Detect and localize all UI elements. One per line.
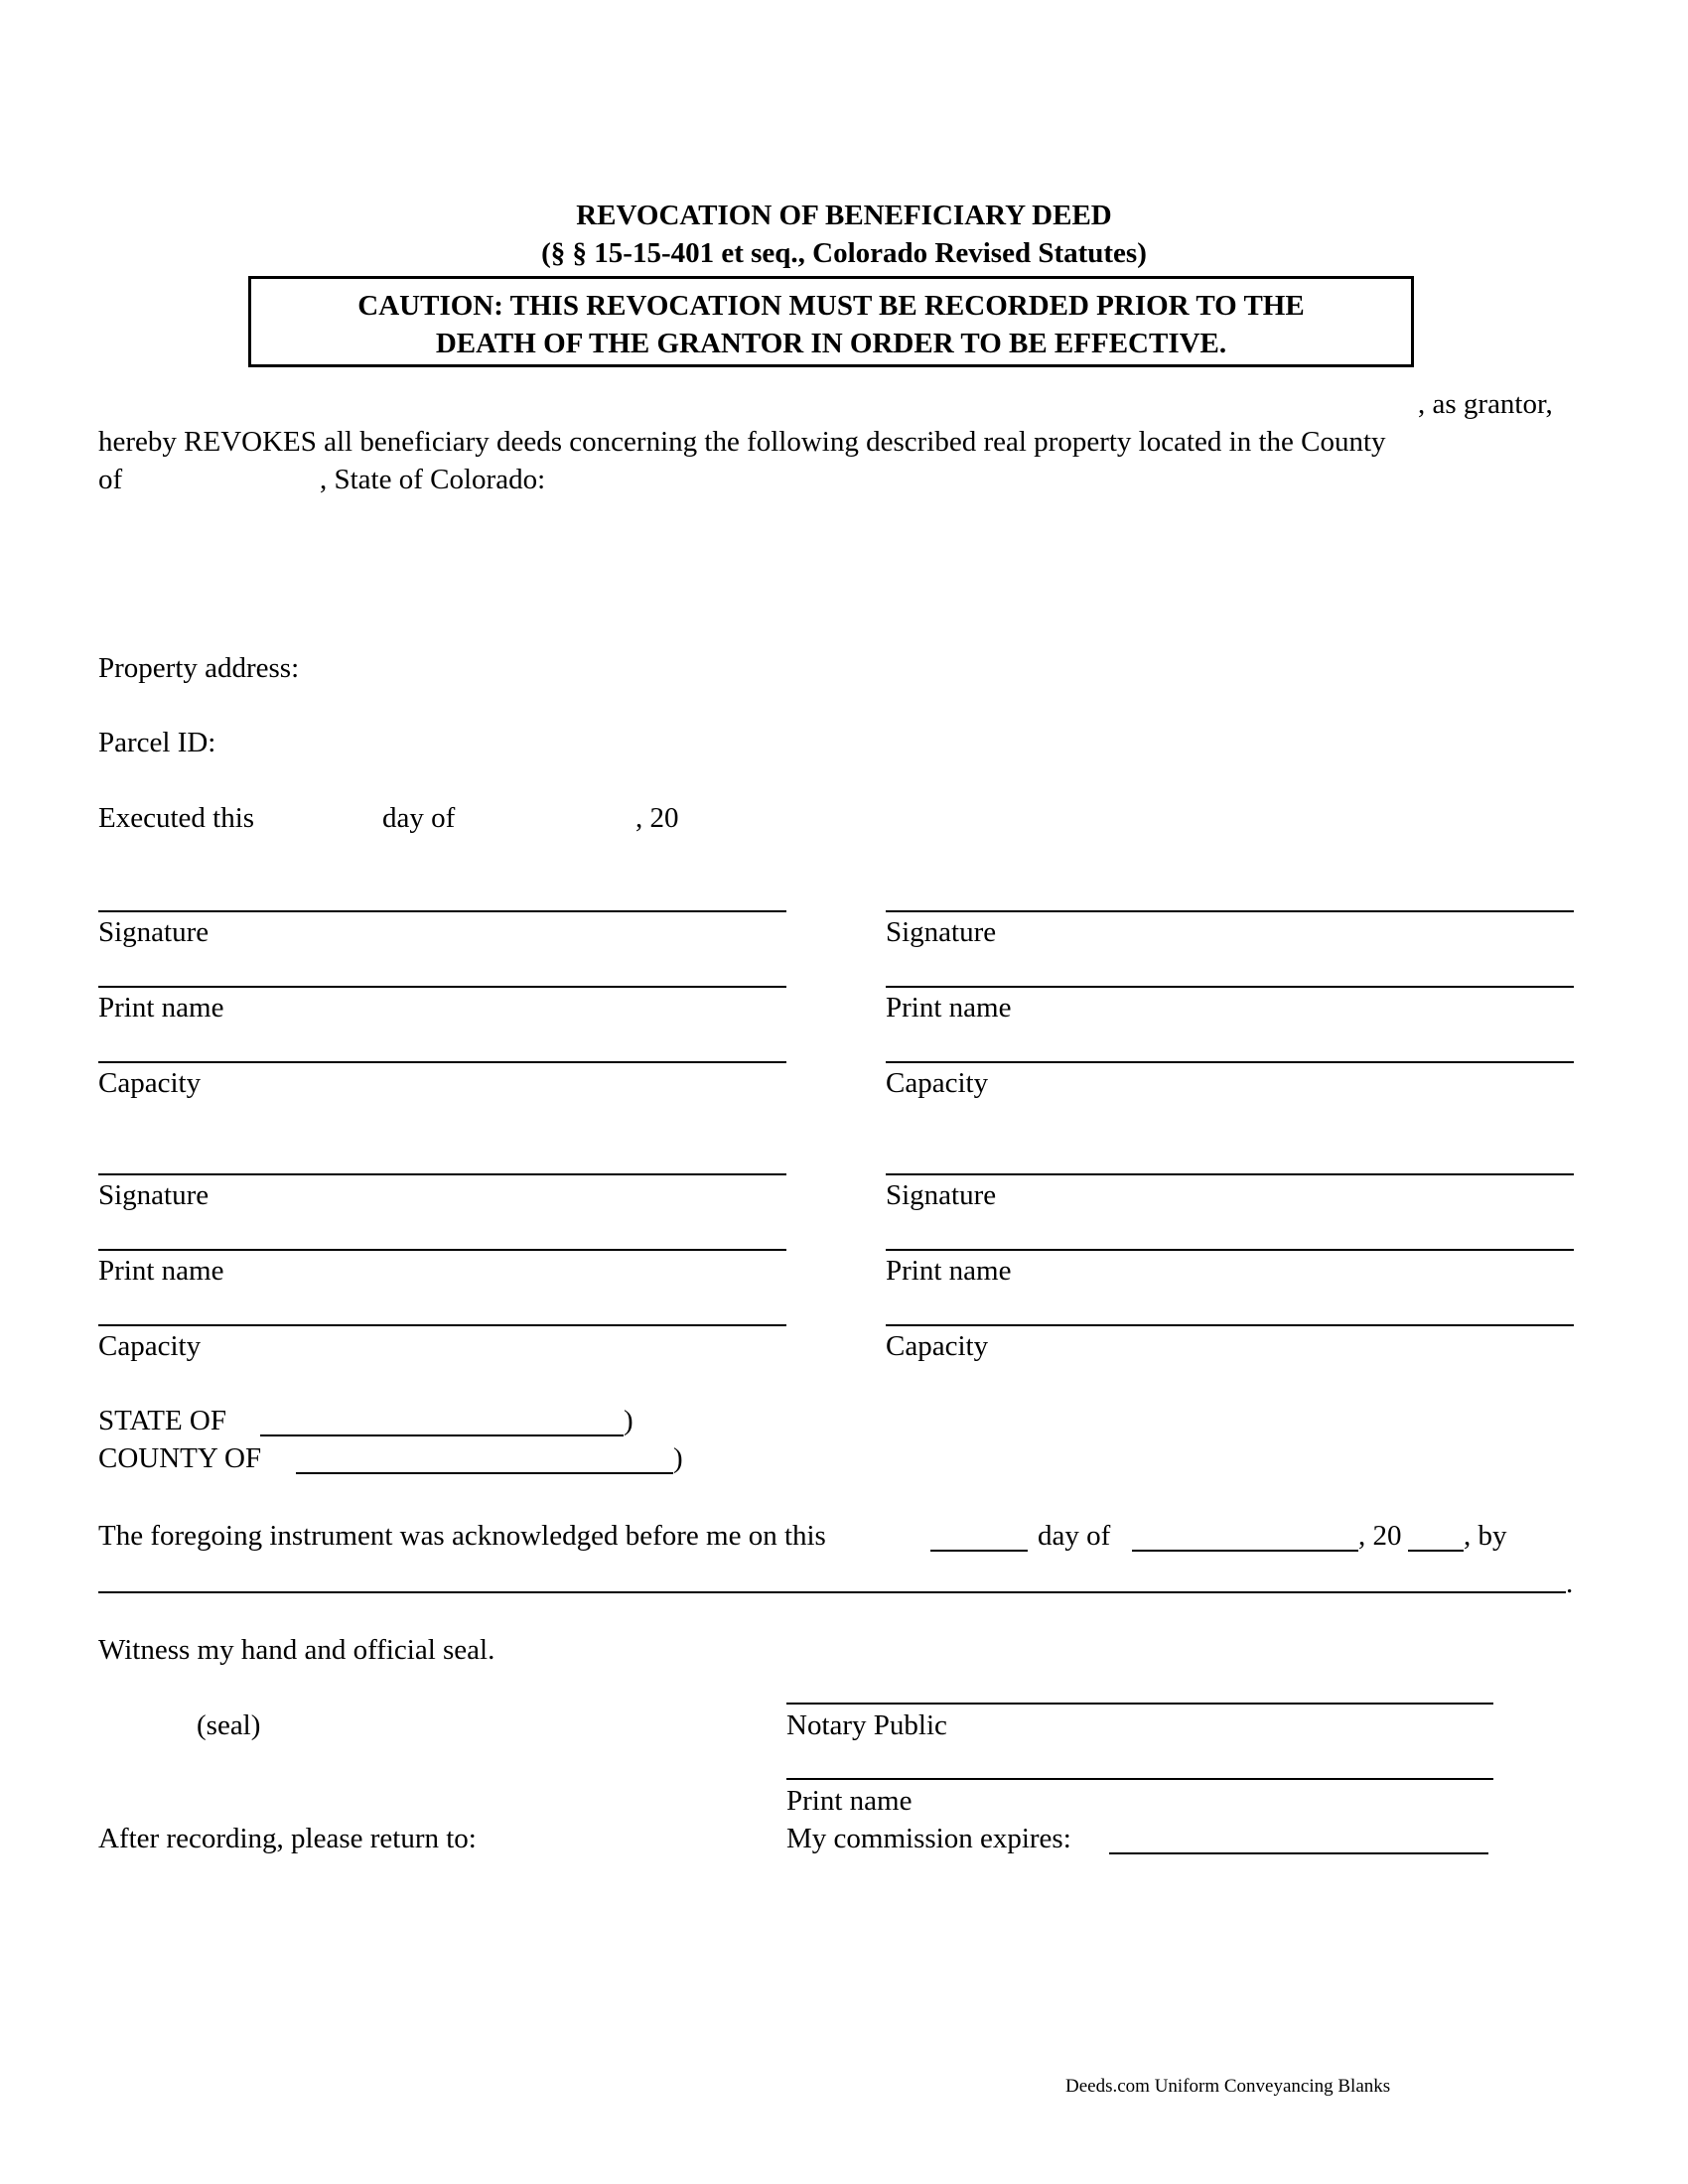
print-name-line[interactable] [98, 1249, 786, 1251]
ack-period: . [1566, 1568, 1574, 1599]
ack-year-prefix: , 20 [1358, 1520, 1402, 1552]
print-name-label: Print name [98, 1255, 224, 1287]
county-of-label: COUNTY OF [98, 1442, 262, 1474]
property-address-label: Property address: [98, 652, 300, 684]
footer-text: Deeds.com Uniform Conveyancing Blanks [1065, 2076, 1391, 2097]
signature-label: Signature [886, 916, 997, 948]
caution-box [248, 276, 1414, 367]
notary-public-label: Notary Public [786, 1709, 947, 1741]
county-suffix: , State of Colorado: [320, 464, 546, 495]
ack-prefix: The foregoing instrument was acknowledged before me on this [98, 1520, 826, 1552]
ack-by-blank[interactable] [98, 1591, 1566, 1593]
ack-month-blank[interactable] [1132, 1550, 1358, 1552]
seal-label: (seal) [197, 1709, 261, 1741]
document-subtitle: (§ § 15-15-401 et seq., Colorado Revised Statutes) [541, 237, 1147, 269]
state-of-label: STATE OF [98, 1405, 226, 1436]
state-of-blank[interactable] [260, 1434, 624, 1436]
ack-by: , by [1464, 1520, 1507, 1552]
commission-expires-blank[interactable] [1109, 1852, 1488, 1854]
signature-line[interactable] [886, 1173, 1574, 1175]
notary-signature-line[interactable] [786, 1703, 1493, 1705]
capacity-label: Capacity [98, 1330, 202, 1362]
revokes-statement: hereby REVOKES all beneficiary deeds concerning the following described real property located in the County [98, 426, 1386, 458]
signature-label: Signature [98, 1179, 210, 1211]
executed-prefix: Executed this [98, 802, 255, 834]
capacity-line[interactable] [98, 1324, 786, 1326]
capacity-label: Capacity [98, 1067, 202, 1099]
print-name-label: Print name [886, 1255, 1012, 1287]
capacity-line[interactable] [886, 1061, 1574, 1063]
print-name-label: Print name [886, 992, 1012, 1024]
executed-year-prefix: , 20 [635, 802, 679, 834]
ack-day-of: day of [1038, 1520, 1111, 1552]
signature-line[interactable] [98, 910, 786, 912]
parcel-id-label: Parcel ID: [98, 727, 216, 758]
county-of-blank[interactable] [296, 1472, 673, 1474]
capacity-line[interactable] [98, 1061, 786, 1063]
ack-year-blank[interactable] [1408, 1550, 1464, 1552]
signature-label: Signature [98, 916, 210, 948]
commission-expires-label: My commission expires: [786, 1823, 1071, 1854]
ack-day-blank[interactable] [930, 1550, 1028, 1552]
signature-line[interactable] [886, 910, 1574, 912]
notary-print-name-label: Print name [786, 1785, 913, 1817]
capacity-label: Capacity [886, 1067, 989, 1099]
state-of-paren: ) [624, 1405, 633, 1436]
executed-day-of: day of [382, 802, 456, 834]
print-name-label: Print name [98, 992, 224, 1024]
return-to-label: After recording, please return to: [98, 1823, 477, 1854]
county-of-paren: ) [673, 1442, 683, 1474]
capacity-line[interactable] [886, 1324, 1574, 1326]
caution-line-1: CAUTION: THIS REVOCATION MUST BE RECORDED PRIOR TO THE [357, 290, 1305, 322]
grantor-suffix: , as grantor, [1418, 388, 1553, 420]
witness-statement: Witness my hand and official seal. [98, 1634, 495, 1666]
print-name-line[interactable] [98, 986, 786, 988]
signature-label: Signature [886, 1179, 997, 1211]
print-name-line[interactable] [886, 1249, 1574, 1251]
print-name-line[interactable] [886, 986, 1574, 988]
capacity-label: Capacity [886, 1330, 989, 1362]
document-title: REVOCATION OF BENEFICIARY DEED [576, 200, 1112, 231]
county-prefix: of [98, 464, 123, 495]
notary-print-name-line[interactable] [786, 1778, 1493, 1780]
caution-line-2: DEATH OF THE GRANTOR IN ORDER TO BE EFFECTIVE. [435, 328, 1227, 359]
signature-line[interactable] [98, 1173, 786, 1175]
